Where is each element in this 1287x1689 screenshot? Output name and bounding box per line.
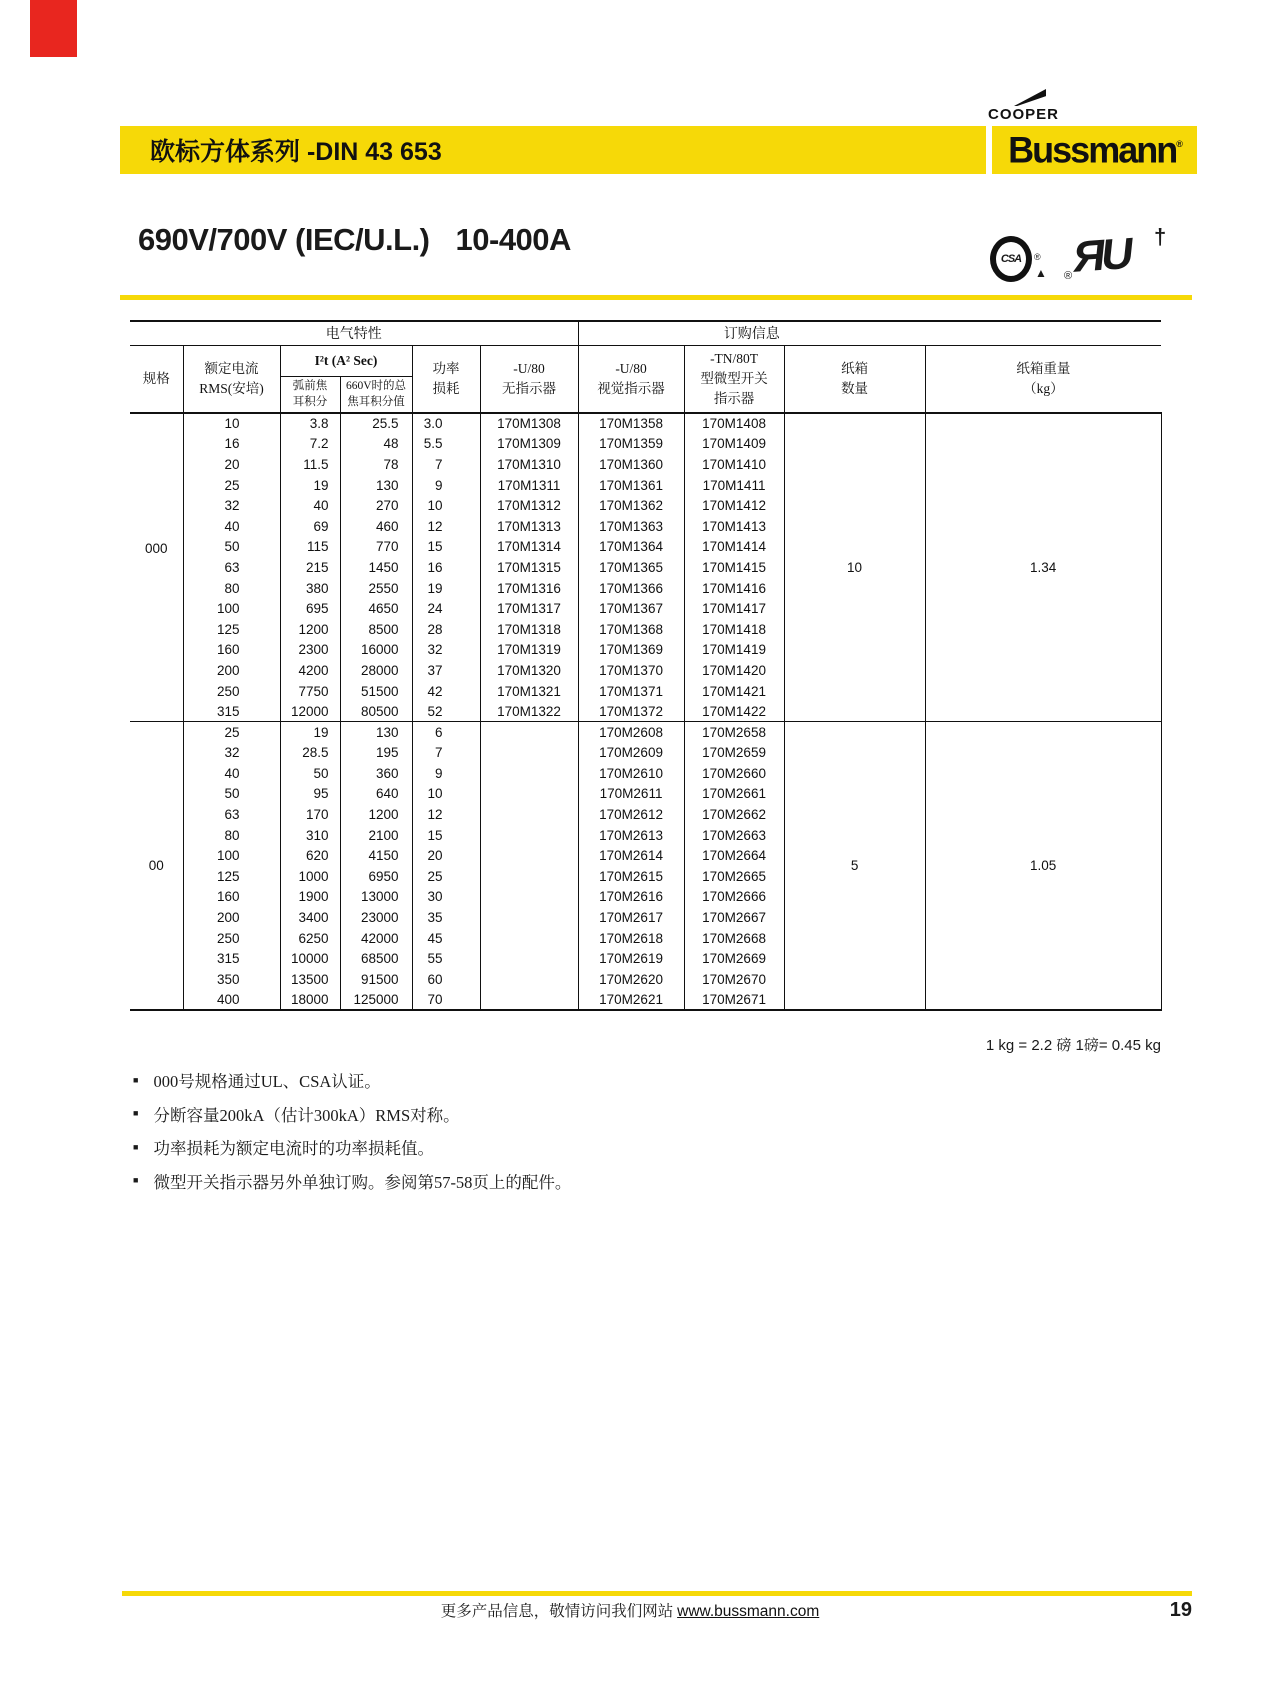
cell-cur: 400: [183, 990, 280, 1011]
bussmann-wordmark: Bussmann®: [1008, 128, 1181, 171]
group-header-ordering: 订购信息: [578, 321, 925, 345]
csa-mark: [990, 234, 1052, 288]
cell-i2t1: 310: [280, 825, 340, 846]
footer-message: 更多产品信息，敬情访问我们网站: [440, 1603, 678, 1620]
spec-table-body: [130, 413, 1161, 1010]
cell-i2t2: 68500: [340, 948, 412, 969]
cell-i2t2: 1200: [340, 804, 412, 825]
cell-pn2: 170M1358: [578, 413, 684, 434]
cell-pn3: 170M2666: [684, 887, 784, 908]
cell-pwr: 9: [412, 475, 480, 496]
cell-pn1: 170M1317: [480, 598, 578, 619]
cell-pwr: 52: [412, 701, 480, 722]
cell-pwr: 45: [412, 928, 480, 949]
cell-pn3: 170M1421: [684, 681, 784, 702]
cell-pwr: 12: [412, 804, 480, 825]
cell-pn1: 170M1314: [480, 537, 578, 558]
cell-i2t1: 19: [280, 722, 340, 743]
cell-i2t1: 170: [280, 804, 340, 825]
cell-pn3: 170M2669: [684, 948, 784, 969]
cell-i2t1: 19: [280, 475, 340, 496]
cell-i2t2: 16000: [340, 640, 412, 661]
cell-cur: 40: [183, 516, 280, 537]
cell-i2t1: 3.8: [280, 413, 340, 434]
cell-qty: 10: [784, 413, 925, 722]
cell-cur: 25: [183, 475, 280, 496]
cell-pn1: [480, 784, 578, 805]
cell-cur: 10: [183, 413, 280, 434]
cell-cur: 315: [183, 948, 280, 969]
header-rated-current: 额定电流 RMS(安培): [183, 345, 280, 413]
cell-pn1: 170M1319: [480, 640, 578, 661]
cell-pn3: 170M1409: [684, 434, 784, 455]
cell-pn2: 170M2612: [578, 804, 684, 825]
notes-list: [133, 1068, 1033, 1202]
cell-i2t1: 11.5: [280, 454, 340, 475]
cell-cur: 200: [183, 660, 280, 681]
cell-i2t1: 40: [280, 495, 340, 516]
cell-cur: 63: [183, 557, 280, 578]
cell-i2t2: 270: [340, 495, 412, 516]
cooper-flag-icon: [1014, 89, 1046, 106]
note-text: 功率损耗为额定电流时的功率损耗值。: [153, 1139, 434, 1158]
conversion-note: 1 kg = 2.2 磅 1磅= 0.45 kg: [985, 1037, 1161, 1054]
cell-i2t1: 1200: [280, 619, 340, 640]
cell-pn2: 170M2618: [578, 928, 684, 949]
cell-i2t2: 13000: [340, 887, 412, 908]
table-row: [130, 722, 1161, 743]
page-number: 19: [1169, 1599, 1192, 1621]
cell-i2t2: 4150: [340, 845, 412, 866]
cell-cur: 160: [183, 887, 280, 908]
footer-rule: [122, 1591, 1192, 1596]
cell-i2t2: 1450: [340, 557, 412, 578]
page-title: [138, 222, 571, 258]
cell-pn2: 170M2610: [578, 763, 684, 784]
cell-pn3: 170M1408: [684, 413, 784, 434]
cell-pn1: 170M1322: [480, 701, 578, 722]
cell-pn2: 170M2615: [578, 866, 684, 887]
cell-pn2: 170M1369: [578, 640, 684, 661]
cell-i2t2: 130: [340, 475, 412, 496]
cell-pn1: 170M1312: [480, 495, 578, 516]
spec-table: [130, 320, 1162, 1011]
cell-i2t1: 18000: [280, 990, 340, 1011]
cell-pn3: 170M1415: [684, 557, 784, 578]
cell-cur: 16: [183, 434, 280, 455]
cell-cur: 200: [183, 907, 280, 928]
cell-cur: 32: [183, 495, 280, 516]
cell-pn3: 170M2662: [684, 804, 784, 825]
cell-cur: 125: [183, 866, 280, 887]
csa-circle-icon: CSA: [990, 236, 1032, 282]
cell-pn2: 170M1372: [578, 701, 684, 722]
cell-i2t2: 770: [340, 537, 412, 558]
cell-i2t1: 380: [280, 578, 340, 599]
header-pn-visual-indicator: -U/80 视觉指示器: [578, 345, 684, 413]
cell-i2t1: 50: [280, 763, 340, 784]
cell-spec: 00: [130, 722, 183, 1010]
header-prearc: 弧前焦 耳积分: [280, 376, 340, 413]
cell-pwr: 70: [412, 990, 480, 1011]
cell-pwr: 19: [412, 578, 480, 599]
header-i2t: I²t (A² Sec): [280, 345, 412, 376]
cell-pn1: 170M1308: [480, 413, 578, 434]
cell-i2t2: 42000: [340, 928, 412, 949]
footer-text: [130, 1599, 1130, 1621]
cell-pn3: 170M1420: [684, 660, 784, 681]
cell-i2t2: 2550: [340, 578, 412, 599]
cell-pn1: 170M1318: [480, 619, 578, 640]
cell-i2t1: 13500: [280, 969, 340, 990]
table-row: [130, 413, 1161, 434]
note-text: 分断容量200kA（估计300kA）RMS对称。: [153, 1105, 460, 1125]
cell-cur: 50: [183, 784, 280, 805]
cell-pwr: 10: [412, 784, 480, 805]
cell-pn2: 170M2621: [578, 990, 684, 1011]
cell-i2t1: 3400: [280, 907, 340, 928]
cell-i2t1: 215: [280, 557, 340, 578]
cell-pwr: 3.0: [412, 413, 480, 434]
cell-cur: 50: [183, 537, 280, 558]
series-banner: [120, 126, 986, 174]
cell-pn2: 170M2614: [578, 845, 684, 866]
cell-pn1: [480, 866, 578, 887]
cell-i2t2: 460: [340, 516, 412, 537]
cell-pn1: [480, 722, 578, 743]
cell-i2t1: 7750: [280, 681, 340, 702]
cell-pn1: [480, 887, 578, 908]
cell-pn2: 170M1370: [578, 660, 684, 681]
cell-pn3: 170M1418: [684, 619, 784, 640]
header-spec: 规格: [130, 345, 183, 413]
registered-icon: ®: [1176, 138, 1181, 149]
note-text: 微型开关指示器另外单独订购。参阅第57-58页上的配件。: [153, 1172, 572, 1192]
cell-cur: 100: [183, 845, 280, 866]
cell-pn1: [480, 804, 578, 825]
cell-i2t1: 2300: [280, 640, 340, 661]
cell-pwr: 28: [412, 619, 480, 640]
red-corner-tab: [30, 0, 77, 57]
cell-i2t2: 80500: [340, 701, 412, 722]
cell-pwr: 20: [412, 845, 480, 866]
cell-pn1: 170M1313: [480, 516, 578, 537]
cell-i2t2: 125000: [340, 990, 412, 1011]
bullet-icon: ■: [133, 1175, 139, 1185]
cell-i2t2: 6950: [340, 866, 412, 887]
cell-pn2: 170M1371: [578, 681, 684, 702]
cell-pn3: 170M1416: [684, 578, 784, 599]
cell-pn3: 170M2668: [684, 928, 784, 949]
cell-pn2: 170M2609: [578, 743, 684, 764]
cell-pn3: 170M2665: [684, 866, 784, 887]
cell-pn1: 170M1315: [480, 557, 578, 578]
cell-cur: 100: [183, 598, 280, 619]
cell-pwr: 15: [412, 537, 480, 558]
cell-pn2: 170M2613: [578, 825, 684, 846]
header-carton-weight: 纸箱重量 （kg）: [925, 345, 1161, 413]
cell-i2t1: 6250: [280, 928, 340, 949]
cell-pwr: 10: [412, 495, 480, 516]
cell-pn1: [480, 825, 578, 846]
cell-pwr: 7: [412, 743, 480, 764]
cell-pn3: 170M2660: [684, 763, 784, 784]
header-pn-microswitch: -TN/80T 型微型开关 指示器: [684, 345, 784, 413]
cell-i2t2: 23000: [340, 907, 412, 928]
header-carton-qty: 纸箱 数量: [784, 345, 925, 413]
cell-pn3: 170M1417: [684, 598, 784, 619]
cell-pn1: 170M1311: [480, 475, 578, 496]
cell-pn1: [480, 743, 578, 764]
cell-i2t1: 28.5: [280, 743, 340, 764]
group-header-electrical: 电气特性: [130, 321, 578, 345]
cell-pn1: 170M1321: [480, 681, 578, 702]
ul-registered-icon: ®: [1064, 270, 1073, 282]
cell-i2t1: 12000: [280, 701, 340, 722]
cell-i2t2: 28000: [340, 660, 412, 681]
cell-pn2: 170M2608: [578, 722, 684, 743]
header-pn-no-indicator: -U/80 无指示器: [480, 345, 578, 413]
cell-pn2: 170M1364: [578, 537, 684, 558]
cell-cur: 315: [183, 701, 280, 722]
cell-pwr: 60: [412, 969, 480, 990]
header-total-660v: 660V时的总 焦耳积分值: [340, 376, 412, 413]
cell-i2t2: 130: [340, 722, 412, 743]
cell-pn3: 170M2659: [684, 743, 784, 764]
cell-pwr: 24: [412, 598, 480, 619]
cooper-wordmark: COOPER: [988, 106, 1060, 123]
cell-i2t2: 4650: [340, 598, 412, 619]
cell-pn2: 170M1367: [578, 598, 684, 619]
cell-pwr: 7: [412, 454, 480, 475]
cell-i2t1: 1000: [280, 866, 340, 887]
cell-pwr: 37: [412, 660, 480, 681]
cell-pwr: 32: [412, 640, 480, 661]
cell-pn3: 170M2664: [684, 845, 784, 866]
bullet-icon: ■: [133, 1074, 139, 1085]
cell-pn1: [480, 948, 578, 969]
cell-pn1: [480, 763, 578, 784]
column-header-row: [130, 345, 1161, 376]
csa-triangle-icon: ▲: [1035, 266, 1047, 280]
cell-pwr: 30: [412, 887, 480, 908]
cell-i2t2: 640: [340, 784, 412, 805]
cell-cur: 20: [183, 454, 280, 475]
cell-pn2: 170M2617: [578, 907, 684, 928]
csa-registered-icon: ®: [1034, 252, 1041, 262]
group-header-row: [130, 321, 1161, 345]
group-header-spacer: [925, 321, 1161, 345]
cell-pn2: 170M2620: [578, 969, 684, 990]
cell-pn3: 170M1413: [684, 516, 784, 537]
cell-pwr: 55: [412, 948, 480, 969]
cell-pn3: 170M2667: [684, 907, 784, 928]
cell-pn3: 170M2671: [684, 990, 784, 1011]
cell-i2t1: 4200: [280, 660, 340, 681]
bullet-icon: ■: [133, 1141, 139, 1152]
cell-cur: 125: [183, 619, 280, 640]
cell-pn1: [480, 845, 578, 866]
cell-pwr: 25: [412, 866, 480, 887]
ul-dagger-icon: †: [1154, 224, 1167, 249]
cell-cur: 80: [183, 578, 280, 599]
cell-wt: 1.05: [925, 722, 1161, 1010]
cell-pn3: 170M1414: [684, 537, 784, 558]
ul-recognized-mark: [1064, 224, 1176, 290]
title-rule: [120, 295, 1192, 300]
cell-i2t2: 25.5: [340, 413, 412, 434]
cell-cur: 40: [183, 763, 280, 784]
cell-pn1: [480, 990, 578, 1011]
cell-pn3: 170M2661: [684, 784, 784, 805]
bullet-icon: ■: [133, 1108, 139, 1118]
cell-i2t1: 95: [280, 784, 340, 805]
cell-i2t1: 115: [280, 537, 340, 558]
note-item: [133, 1102, 1033, 1126]
cell-pn3: 170M1412: [684, 495, 784, 516]
cell-pn2: 170M1359: [578, 434, 684, 455]
cell-wt: 1.34: [925, 413, 1161, 722]
cell-pn2: 170M1366: [578, 578, 684, 599]
cell-i2t2: 91500: [340, 969, 412, 990]
cell-i2t1: 69: [280, 516, 340, 537]
cell-i2t2: 51500: [340, 681, 412, 702]
cell-pwr: 12: [412, 516, 480, 537]
title-current-range: 10-400A: [455, 222, 571, 257]
cell-pn2: 170M1361: [578, 475, 684, 496]
cell-pn2: 170M2619: [578, 948, 684, 969]
cell-cur: 80: [183, 825, 280, 846]
cell-pn1: [480, 928, 578, 949]
cell-pn2: 170M1362: [578, 495, 684, 516]
note-text: 000号规格通过UL、CSA认证。: [153, 1072, 381, 1091]
cell-cur: 250: [183, 681, 280, 702]
cell-cur: 32: [183, 743, 280, 764]
cell-pn1: 170M1320: [480, 660, 578, 681]
cell-pn3: 170M2663: [684, 825, 784, 846]
cell-i2t2: 195: [340, 743, 412, 764]
cell-pn1: [480, 969, 578, 990]
cell-pwr: 5.5: [412, 434, 480, 455]
cell-cur: 63: [183, 804, 280, 825]
cell-pn3: 170M2658: [684, 722, 784, 743]
cell-pn1: 170M1316: [480, 578, 578, 599]
cell-i2t1: 620: [280, 845, 340, 866]
cell-spec: 000: [130, 413, 183, 722]
cell-pn3: 170M2670: [684, 969, 784, 990]
cell-pn2: 170M1360: [578, 454, 684, 475]
cell-pn1: 170M1310: [480, 454, 578, 475]
ul-glyph-icon: ЯU: [1071, 229, 1133, 282]
cell-cur: 250: [183, 928, 280, 949]
cell-cur: 25: [183, 722, 280, 743]
cell-i2t1: 7.2: [280, 434, 340, 455]
cell-pn3: 170M1422: [684, 701, 784, 722]
cell-pn2: 170M1365: [578, 557, 684, 578]
cell-pn3: 170M1410: [684, 454, 784, 475]
cell-i2t1: 695: [280, 598, 340, 619]
cell-pwr: 42: [412, 681, 480, 702]
cell-pwr: 15: [412, 825, 480, 846]
series-title: 欧标方体系列 -DIN 43 653: [150, 138, 442, 166]
cell-pwr: 6: [412, 722, 480, 743]
cell-i2t2: 360: [340, 763, 412, 784]
footer-link[interactable]: www.bussmann.com: [677, 1603, 820, 1620]
cell-i2t1: 10000: [280, 948, 340, 969]
cell-i2t2: 8500: [340, 619, 412, 640]
cell-qty: 5: [784, 722, 925, 1010]
cell-i2t2: 48: [340, 434, 412, 455]
cell-pn2: 170M1368: [578, 619, 684, 640]
cell-pwr: 35: [412, 907, 480, 928]
cell-pn2: 170M1363: [578, 516, 684, 537]
cell-pn1: [480, 907, 578, 928]
cell-pn3: 170M1419: [684, 640, 784, 661]
cell-pwr: 9: [412, 763, 480, 784]
header-power-loss: 功率 损耗: [412, 345, 480, 413]
cell-i2t2: 2100: [340, 825, 412, 846]
cell-cur: 350: [183, 969, 280, 990]
cell-pn1: 170M1309: [480, 434, 578, 455]
cell-pwr: 16: [412, 557, 480, 578]
cell-pn3: 170M1411: [684, 475, 784, 496]
note-item: [133, 1169, 1033, 1193]
note-item: [133, 1068, 1033, 1092]
cell-i2t2: 78: [340, 454, 412, 475]
bussmann-logo: [992, 126, 1197, 174]
cell-cur: 160: [183, 640, 280, 661]
title-voltage: 690V/700V (IEC/U.L.): [138, 222, 430, 257]
cell-pn2: 170M2611: [578, 784, 684, 805]
spec-table-wrap: [130, 320, 1162, 1011]
note-item: [133, 1135, 1033, 1159]
cell-pn2: 170M2616: [578, 887, 684, 908]
cell-i2t1: 1900: [280, 887, 340, 908]
